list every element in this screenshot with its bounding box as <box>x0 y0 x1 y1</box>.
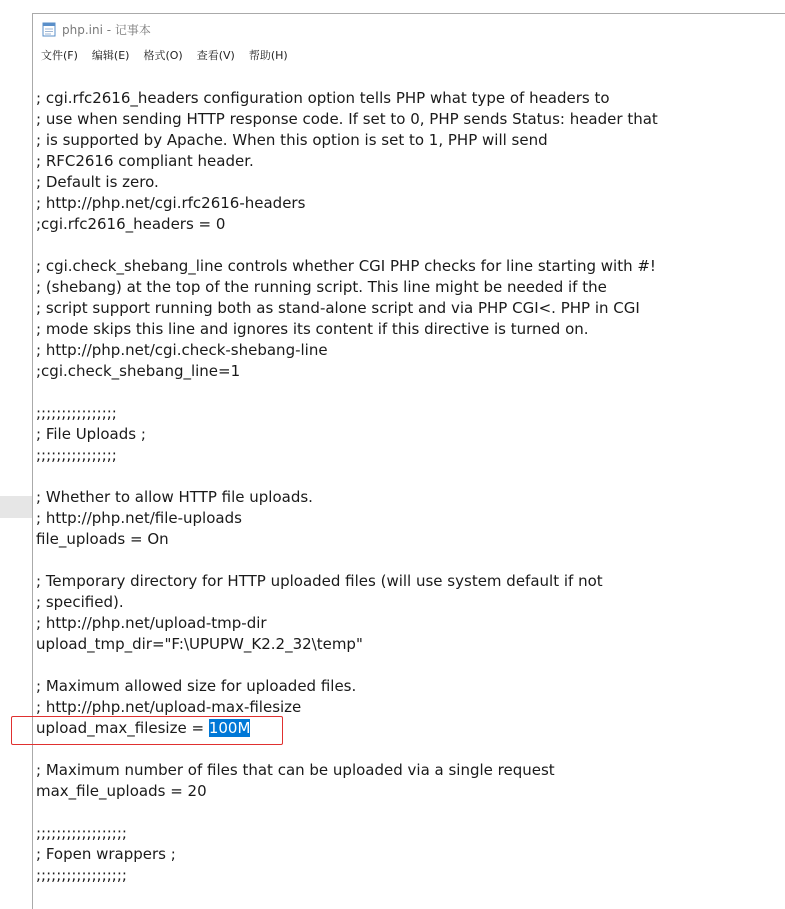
text-line: ; cgi.rfc2616_headers configuration option tells PHP what type of headers to <box>36 89 610 107</box>
text-line: ; Fopen wrappers ; <box>36 845 176 863</box>
text-line: ;cgi.check_shebang_line=1 <box>36 362 241 380</box>
background-selection-strip <box>0 496 32 518</box>
text-selection[interactable]: 100M <box>208 719 251 737</box>
selected-text-line <box>36 718 785 739</box>
menu-help[interactable]: 帮助(H) <box>248 49 288 62</box>
notepad-window <box>32 13 785 909</box>
text-line: max_file_uploads = 20 <box>36 782 207 800</box>
text-line: ; use when sending HTTP response code. If set to 0, PHP sends Status: header that <box>36 110 658 128</box>
text-line: upload_tmp_dir="F:\UPUPW_K2.2_32\temp" <box>36 635 363 653</box>
text-line <box>36 466 785 487</box>
text-line: ;;;;;;;;;;;;;;;;;; <box>36 824 127 842</box>
text-line: ; mode skips this line and ignores its content if this directive is turned on. <box>36 320 589 338</box>
text-line: ; Temporary directory for HTTP uploaded files (will use system default if not <box>36 572 603 590</box>
text-line: file_uploads = On <box>36 530 169 548</box>
text-line: ; Maximum allowed size for uploaded files. <box>36 677 357 695</box>
text-line: ; specified). <box>36 593 124 611</box>
text-line: ; RFC2616 compliant header. <box>36 152 254 170</box>
text-line: ; is supported by Apache. When this option is set to 1, PHP will send <box>36 131 548 149</box>
text-line <box>36 802 785 823</box>
text-line: ; Maximum number of files that can be uploaded via a single request <box>36 761 555 779</box>
menu-file[interactable]: 文件(F) <box>41 49 78 62</box>
text-line <box>36 382 785 403</box>
text-line: ;cgi.rfc2616_headers = 0 <box>36 215 226 233</box>
menu-edit[interactable]: 编辑(E) <box>91 49 130 62</box>
window-title: php.ini - 记事本 <box>62 22 151 37</box>
menu-bar <box>33 45 785 65</box>
background-window-edge <box>0 0 32 909</box>
text-line: ; http://php.net/cgi.rfc2616-headers <box>36 194 306 212</box>
text-line: ;;;;;;;;;;;;;;;; <box>36 404 117 422</box>
text-line: ; http://php.net/cgi.check-shebang-line <box>36 341 328 359</box>
menu-view[interactable]: 查看(V) <box>196 49 235 62</box>
text-line: ; (shebang) at the top of the running script. This line might be needed if the <box>36 278 607 296</box>
text-line: ; Whether to allow HTTP file uploads. <box>36 488 313 506</box>
upload-max-filesize-key: upload_max_filesize = <box>36 719 209 737</box>
text-line: ; File Uploads ; <box>36 425 146 443</box>
text-line <box>36 739 785 760</box>
text-line <box>36 550 785 571</box>
title-bar[interactable] <box>33 14 785 44</box>
text-line: ; script support running both as stand-alone script and via PHP CGI<. PHP in CGI <box>36 299 640 317</box>
text-editor[interactable] <box>33 88 785 909</box>
notepad-icon <box>42 21 56 37</box>
text-line: ;;;;;;;;;;;;;;;; <box>36 446 117 464</box>
text-line: ; Default is zero. <box>36 173 159 191</box>
text-line: ; http://php.net/file-uploads <box>36 509 242 527</box>
text-line: ;;;;;;;;;;;;;;;;;; <box>36 866 127 884</box>
text-line <box>36 655 785 676</box>
text-line: ; cgi.check_shebang_line controls whether CGI PHP checks for line starting with #! <box>36 257 656 275</box>
text-line: ; http://php.net/upload-max-filesize <box>36 698 302 716</box>
menu-format[interactable]: 格式(O) <box>143 49 183 62</box>
text-line <box>36 235 785 256</box>
text-line: ; http://php.net/upload-tmp-dir <box>36 614 267 632</box>
